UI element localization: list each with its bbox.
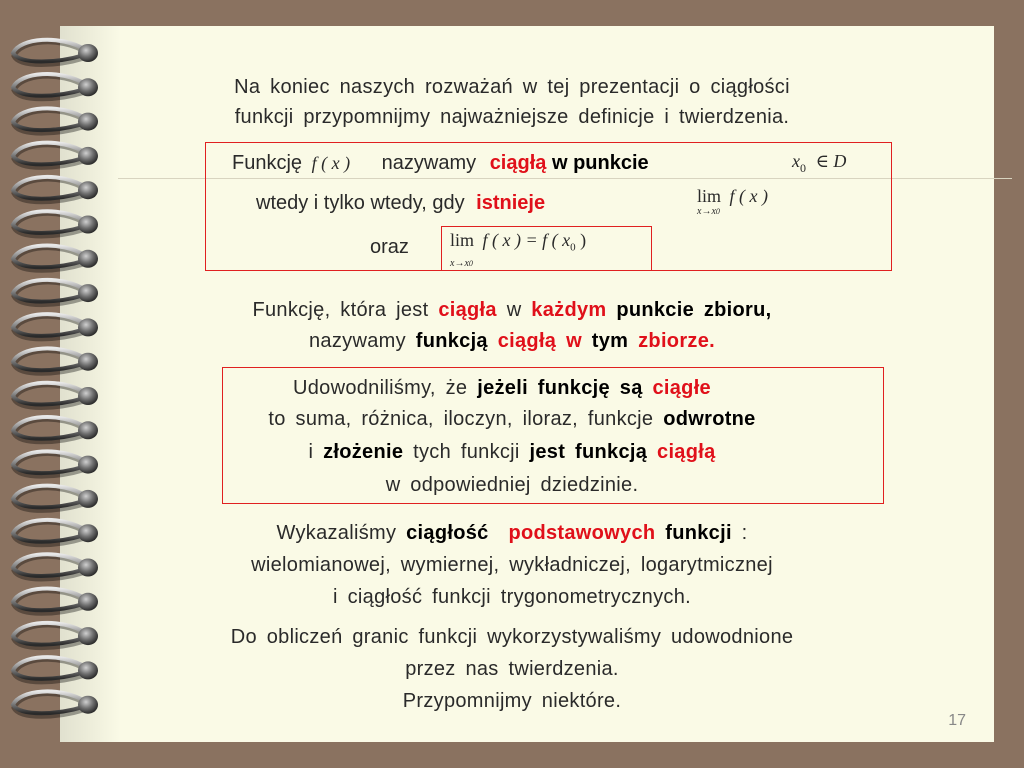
def-oraz: oraz bbox=[370, 236, 409, 258]
lim-word-1: lim bbox=[697, 186, 722, 206]
bf-funkcji: funkcji bbox=[665, 522, 732, 544]
bf-colon: : bbox=[731, 522, 748, 544]
limit-expression-2 bbox=[450, 230, 586, 270]
sc-nazywamy: nazywamy bbox=[309, 330, 406, 352]
def-in-d: ∈ D bbox=[815, 151, 847, 171]
spiral-hole bbox=[78, 181, 98, 199]
definition-line-2 bbox=[256, 190, 545, 216]
lim-sub-1: x→x bbox=[697, 206, 716, 217]
spiral-ring bbox=[13, 40, 98, 65]
th-zlozenie: złożenie bbox=[323, 441, 404, 463]
sc-ciagla: ciągła bbox=[438, 299, 497, 321]
def-funkcje: Funkcję bbox=[232, 152, 303, 174]
spiral-ring bbox=[13, 246, 98, 271]
theorem-line-3 bbox=[0, 437, 1024, 467]
th-l2a: to suma, różnica, iloczyn, iloraz, funkcje bbox=[268, 408, 654, 430]
definition-line-1 bbox=[232, 150, 649, 176]
sc-funkcja: funkcją bbox=[415, 330, 488, 352]
def-w-punkcie: w punkcie bbox=[551, 152, 649, 174]
th-ciagla: ciągłą bbox=[657, 441, 716, 463]
spiral-ring bbox=[13, 143, 98, 168]
lim-expr-1: f ( x ) bbox=[729, 186, 768, 206]
spiral-hole bbox=[78, 44, 98, 62]
sc-p1: Funkcję, która jest bbox=[252, 299, 429, 321]
th-funkcje-sa: funkcję są bbox=[537, 377, 643, 399]
sc-zbiorze: zbiorze. bbox=[638, 330, 715, 352]
lim-expr-2-end: ) bbox=[575, 230, 587, 250]
bf-ciaglosc: ciągłość bbox=[406, 522, 489, 544]
basic-line-3: i ciągłość funkcji trygonometrycznych. bbox=[333, 586, 691, 608]
th-tych-funkcji: tych funkcji bbox=[413, 441, 520, 463]
sc-ciagla2: ciągłą bbox=[497, 330, 557, 352]
intro-line-2: funkcji przypomnijmy najważniejsze definicje i twierdzenia. bbox=[234, 106, 790, 128]
th-jest-funkcja: jest funkcją bbox=[529, 441, 648, 463]
spiral-hole bbox=[78, 216, 98, 234]
outro-line-3: Przypomnijmy niektóre. bbox=[402, 690, 622, 712]
spiral-ring bbox=[13, 177, 98, 202]
sc-kazdym: każdym bbox=[531, 299, 607, 321]
th-ciagle: ciągłe bbox=[652, 377, 711, 399]
spiral-ring bbox=[13, 211, 98, 236]
set-continuity-line-1 bbox=[0, 295, 1024, 325]
def-istnieje: istnieje bbox=[476, 192, 546, 214]
limit-expression-1 bbox=[697, 186, 768, 218]
def-ciagla: ciągłą bbox=[489, 152, 547, 174]
lim-sub-2: x→x bbox=[450, 257, 469, 269]
theorem-line-2 bbox=[0, 404, 1024, 434]
basic-line-2: wielomianowej, wymiernej, wykładniczej, logarytmicznej bbox=[251, 554, 773, 576]
sc-w: w bbox=[506, 299, 522, 321]
set-continuity-line-2 bbox=[0, 326, 1024, 356]
bf-l1a: Wykazaliśmy bbox=[276, 522, 397, 544]
lim-expr-2-sub: 0 bbox=[570, 241, 576, 254]
basic-line-1 bbox=[0, 518, 1024, 548]
th-jezeli: jeżeli bbox=[477, 377, 528, 399]
sc-tym: tym bbox=[591, 330, 629, 352]
theorem-line-4: w odpowiedniej dziedzinie. bbox=[385, 474, 639, 496]
def-wtedy: wtedy i tylko wtedy, gdy bbox=[256, 192, 465, 214]
intro-line-1: Na koniec naszych rozważań w tej prezentacji o ciągłości bbox=[234, 76, 790, 98]
lim-sub-index-1: 0 bbox=[715, 207, 720, 216]
outro-line-1: Do obliczeń granic funkcji wykorzystywaliśmy udowodnione bbox=[230, 626, 794, 648]
def-x0-in-d bbox=[792, 148, 846, 181]
theorem-line-1 bbox=[0, 373, 1014, 403]
bf-podstawowych: podstawowych bbox=[508, 522, 656, 544]
def-x0: x bbox=[792, 151, 800, 171]
spiral-hole bbox=[78, 250, 98, 268]
lim-word-2: lim bbox=[450, 230, 475, 250]
th-l3a: i bbox=[308, 441, 314, 463]
lim-expr-2: f ( x ) = f ( x bbox=[482, 230, 571, 250]
sc-w2: w bbox=[566, 330, 582, 352]
def-nazywamy: nazywamy bbox=[381, 152, 477, 174]
th-l1a: Udowodniliśmy, że bbox=[293, 377, 468, 399]
th-odwrotne: odwrotne bbox=[663, 408, 756, 430]
lim-sub-index-2: 0 bbox=[468, 258, 473, 268]
sc-punkcie-zbioru: punkcie zbioru, bbox=[616, 299, 772, 321]
page-number: 17 bbox=[948, 712, 966, 729]
outro-line-2: przez nas twierdzenia. bbox=[405, 658, 619, 680]
def-x0-sub: 0 bbox=[800, 161, 806, 175]
spiral-hole bbox=[78, 147, 98, 165]
def-f-of-x: f ( x ) bbox=[311, 153, 351, 173]
